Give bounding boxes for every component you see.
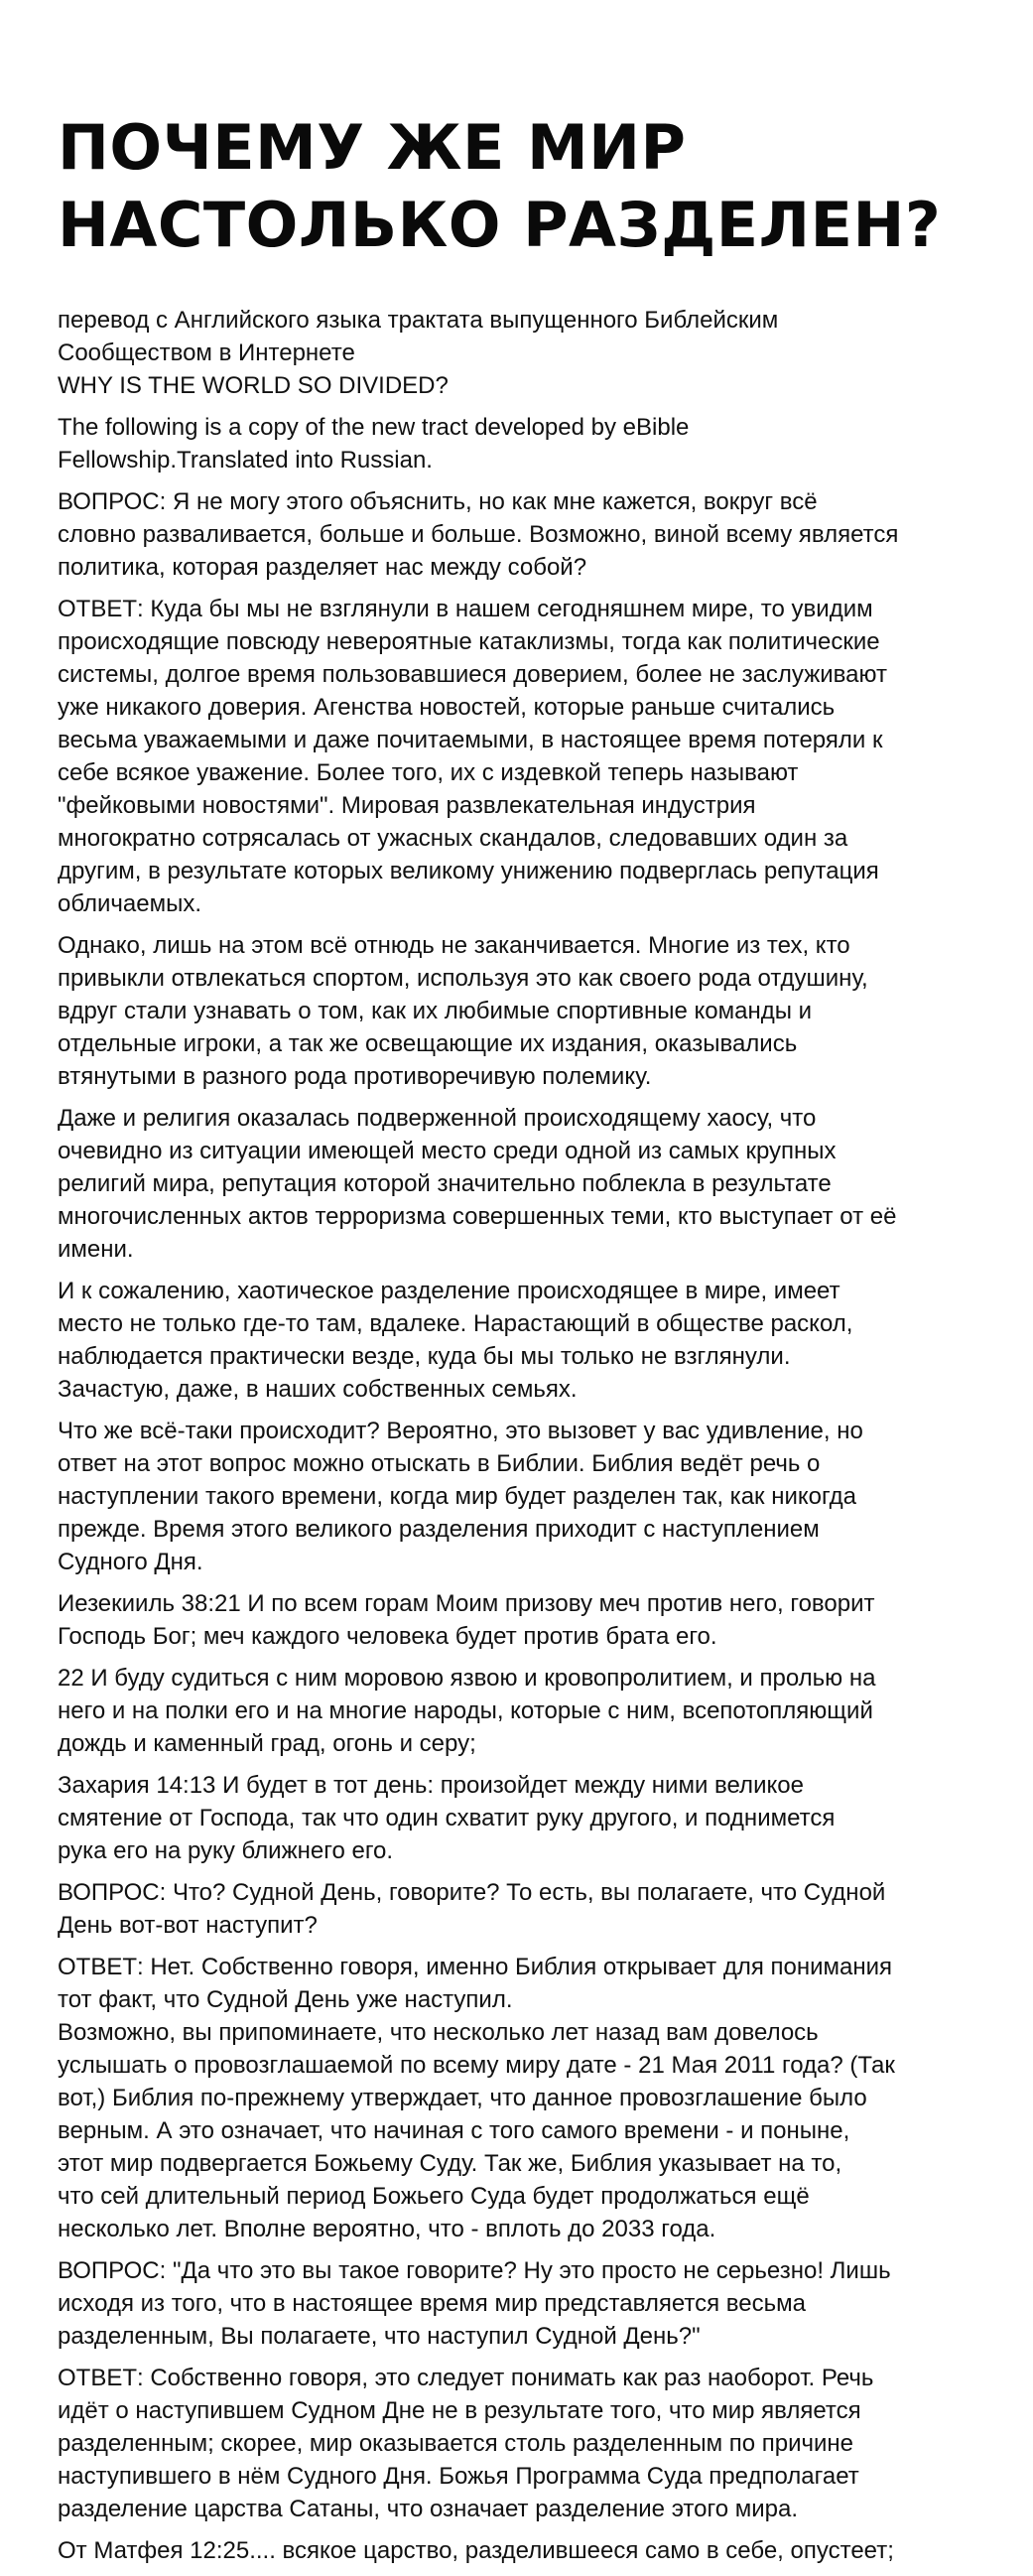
paragraph-line: словно разваливается, больше и больше. Возможно, виной всему является <box>58 521 899 548</box>
paragraph-line: религий мира, репутация которой значительно поблекла в результате <box>58 1170 832 1197</box>
paragraph <box>58 1415 1000 1578</box>
paragraph-line: втянутыми в разного рода противоречивую полемику. <box>58 1063 652 1090</box>
paragraph-line: Fellowship.Translated into Russian. <box>58 447 433 474</box>
paragraph-line: The following is a copy of the new tract developed by eBible <box>58 414 690 441</box>
paragraph-line: ВОПРОС: "Да что это вы такое говорите? Ну это просто не серьезно! Лишь <box>58 2257 891 2284</box>
paragraph-line: Зачастую, даже, в наших собственных семьях. <box>58 1376 578 1403</box>
paragraph-line: наступлении такого времени, когда мир будет разделен так, как никогда <box>58 1483 857 1510</box>
paragraph-line: уже никакого доверия. Агенства новостей, которые раньше считались <box>58 694 836 721</box>
paragraph-line: другим, в результате которых великому унижению подверглась репутация <box>58 858 879 884</box>
paragraph <box>58 411 1000 476</box>
paragraph-line: Судного Дня. <box>58 1549 203 1575</box>
paragraph-line: Захария 14:13 И будет в тот день: произойдет между ними великое <box>58 1772 804 1799</box>
paragraph-line: вдруг стали узнавать о том, как их любимые спортивные команды и <box>58 998 813 1024</box>
paragraph-line: перевод с Английского языка трактата выпущенного Библейским <box>58 307 779 334</box>
paragraph <box>58 1876 1000 1942</box>
paragraph-line: Сообществом в Интернете <box>58 339 355 366</box>
paragraph-line: Иезекииль 38:21 И по всем горам Моим призову меч против него, говорит <box>58 1590 875 1617</box>
paragraph <box>58 2362 1000 2525</box>
paragraph-line: Даже и религия оказалась подверженной происходящему хаосу, что <box>58 1105 817 1132</box>
paragraph-line: место не только где-то там, вдалеке. Нарастающий в обществе раскол, <box>58 1310 853 1337</box>
paragraph-line: День вот-вот наступит? <box>58 1912 318 1939</box>
paragraph <box>58 304 1000 402</box>
paragraph-line: ответ на этот вопрос можно отыскать в Библии. Библия ведёт речь о <box>58 1450 821 1477</box>
paragraph-line: разделение царства Сатаны, что означает разделение этого мира. <box>58 2496 798 2522</box>
paragraph-line: Что же всё-таки происходит? Вероятно, это вызовет у вас удивление, но <box>58 1418 863 1444</box>
article-body <box>58 304 1000 2567</box>
paragraph-line: прежде. Время этого великого разделения приходит с наступлением <box>58 1516 820 1543</box>
paragraph <box>58 485 1000 584</box>
document-title <box>58 109 1000 264</box>
title-line: НАСТОЛЬКО РАЗДЕЛЕН? <box>58 189 942 261</box>
paragraph <box>58 1275 1000 1406</box>
paragraph <box>58 929 1000 1093</box>
paragraph-line: разделенным, Вы полагаете, что наступил Судной День?" <box>58 2323 701 2350</box>
paragraph-line: отдельные игроки, а так же освещающие их издания, оказывались <box>58 1030 798 1057</box>
paragraph-line: ВОПРОС: Я не могу этого объяснить, но как мне кажется, вокруг всё <box>58 488 818 515</box>
paragraph <box>58 2534 1000 2567</box>
paragraph-line: Однако, лишь на этом всё отнюдь не заканчивается. Многие из тех, кто <box>58 932 850 959</box>
paragraph-line: него и на полки его и на многие народы, которые с ним, всепотопляющий <box>58 1697 873 1724</box>
paragraph <box>58 2254 1000 2353</box>
paragraph-line: тот факт, что Судной День уже наступил. <box>58 1986 513 2013</box>
paragraph-line: наступившего в нём Судного Дня. Божья Программа Суда предполагает <box>58 2463 859 2490</box>
paragraph-line: имени. <box>58 1236 134 1263</box>
paragraph-line: системы, долгое время пользовавшиеся доверием, более не заслуживают <box>58 661 887 688</box>
paragraph <box>58 593 1000 920</box>
paragraph-line: разделенным; скорее, мир оказывается столь разделенным по причине <box>58 2430 854 2457</box>
paragraph <box>58 1769 1000 1867</box>
paragraph-line: обличаемых. <box>58 890 202 917</box>
paragraph-line: рука его на руку ближнего его. <box>58 1837 394 1864</box>
paragraph-line: наблюдается практически везде, куда бы мы только не взглянули. <box>58 1343 791 1370</box>
paragraph-line: WHY IS THE WORLD SO DIVIDED? <box>58 372 449 399</box>
paragraph-line: ОТВЕТ: Куда бы мы не взглянули в нашем сегодняшнем мире, то увидим <box>58 596 873 622</box>
paragraph-line: верным. А это означает, что начиная с того самого времени - и поныне, <box>58 2117 850 2144</box>
paragraph-line: политика, которая разделяет нас между собой? <box>58 554 587 581</box>
paragraph-line: что сей длительный период Божьего Суда будет продолжаться ещё <box>58 2183 810 2210</box>
paragraph-line: Возможно, вы припоминаете, что несколько лет назад вам довелось <box>58 2019 819 2046</box>
paragraph-line: очевидно из ситуации имеющей место среди одной из самых крупных <box>58 1138 837 1164</box>
paragraph-line: себе всякое уважение. Более того, их с издевкой теперь называют <box>58 759 799 786</box>
paragraph-line: многочисленных актов терроризма совершенных теми, кто выступает от её <box>58 1203 897 1230</box>
paragraph-line: Господь Бог; меч каждого человека будет против брата его. <box>58 1623 717 1650</box>
paragraph-line: дождь и каменный град, огонь и серу; <box>58 1730 476 1757</box>
paragraph-line: ОТВЕТ: Собственно говоря, это следует понимать как раз наоборот. Речь <box>58 2365 874 2391</box>
paragraph-line: ВОПРОС: Что? Судной День, говорите? То есть, вы полагаете, что Судной <box>58 1879 886 1906</box>
paragraph <box>58 1102 1000 1266</box>
paragraph <box>58 1951 1000 2245</box>
paragraph-line: привыкли отвлекаться спортом, используя это как своего рода отдушину, <box>58 965 868 992</box>
paragraph-line: вот,) Библия по-прежнему утверждает, что данное провозглашение было <box>58 2085 867 2111</box>
paragraph <box>58 1662 1000 1760</box>
paragraph-line: 22 И буду судиться с ним моровою язвою и кровопролитием, и пролью на <box>58 1665 876 1692</box>
paragraph-line: От Матфея 12:25.... всякое царство, разделившееся само в себе, опустеет; <box>58 2537 894 2564</box>
paragraph-line: этот мир подвергается Божьему Суду. Так же, Библия указывает на то, <box>58 2150 842 2177</box>
document-page <box>58 109 1000 2576</box>
paragraph-line: многократно сотрясалась от ужасных скандалов, следовавших один за <box>58 825 848 852</box>
paragraph-line: ОТВЕТ: Нет. Собственно говоря, именно Библия открывает для понимания <box>58 1954 893 1980</box>
paragraph-line: весьма уважаемыми и даже почитаемыми, в настоящее время потеряли к <box>58 727 883 753</box>
paragraph-line: смятение от Господа, так что один схватит руку другого, и поднимется <box>58 1805 836 1831</box>
paragraph-line: исходя из того, что в настоящее время мир представляется весьма <box>58 2290 806 2317</box>
paragraph-line: идёт о наступившем Судном Дне не в результате того, что мир является <box>58 2397 861 2424</box>
paragraph-line: несколько лет. Вполне вероятно, что - вплоть до 2033 года. <box>58 2216 716 2242</box>
paragraph-line: "фейковыми новостями". Мировая развлекательная индустрия <box>58 792 756 819</box>
paragraph-line: И к сожалению, хаотическое разделение происходящее в мире, имеет <box>58 1278 840 1304</box>
paragraph-line: происходящие повсюду невероятные катаклизмы, тогда как политические <box>58 628 880 655</box>
paragraph <box>58 1587 1000 1653</box>
paragraph-line: услышать о провозглашаемой по всему миру дате - 21 Мая 2011 года? (Так <box>58 2052 895 2079</box>
title-line: ПОЧЕМУ ЖЕ МИР <box>58 111 687 184</box>
